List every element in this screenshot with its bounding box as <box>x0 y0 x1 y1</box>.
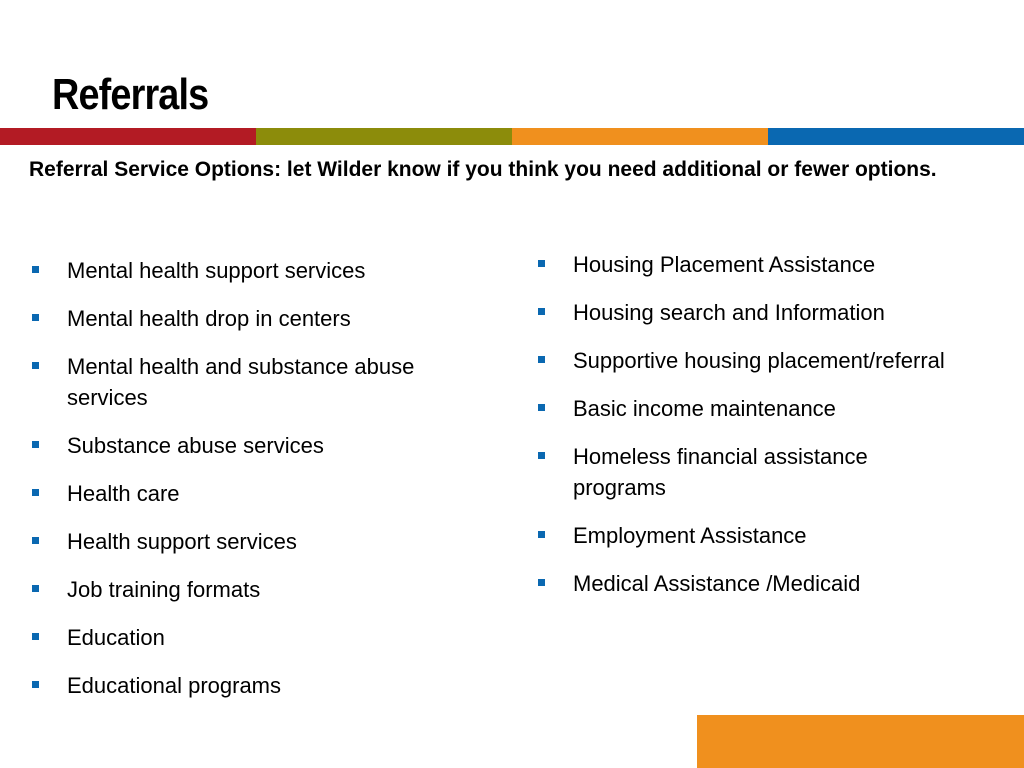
list-item <box>30 351 500 413</box>
list-item <box>30 303 500 334</box>
square-bullet-icon <box>32 489 39 496</box>
divider-segment-blue <box>768 128 1024 145</box>
left-bullet-list <box>30 255 500 718</box>
list-item <box>536 568 966 599</box>
list-item <box>30 574 500 605</box>
square-bullet-icon <box>538 579 545 586</box>
divider-segment-red <box>0 128 256 145</box>
square-bullet-icon <box>32 314 39 321</box>
square-bullet-icon <box>538 531 545 538</box>
list-item <box>30 255 500 286</box>
list-item-text: Job training formats <box>67 577 261 602</box>
list-item-text: Medical Assistance /Medicaid <box>573 571 861 596</box>
list-item-text: Substance abuse services <box>67 433 324 458</box>
list-item <box>536 297 966 328</box>
list-item-text: Homeless financial assistance programs <box>573 444 868 500</box>
list-item <box>30 622 500 653</box>
square-bullet-icon <box>538 308 545 315</box>
list-item-text: Health care <box>67 481 180 506</box>
list-item <box>536 345 966 376</box>
list-item-text: Educational programs <box>67 673 282 698</box>
list-item-text: Supportive housing placement/referral <box>573 348 945 373</box>
color-divider-bar <box>0 128 1024 145</box>
square-bullet-icon <box>32 633 39 640</box>
list-item <box>30 526 500 557</box>
list-item <box>30 478 500 509</box>
list-item-text: Education <box>67 625 165 650</box>
list-item <box>536 520 966 551</box>
list-item-text: Housing search and Information <box>573 300 885 325</box>
corner-accent-block <box>697 715 1024 768</box>
list-item <box>30 430 500 461</box>
list-item-text: Basic income maintenance <box>573 396 836 421</box>
list-item-text: Mental health support services <box>67 258 366 283</box>
square-bullet-icon <box>32 441 39 448</box>
square-bullet-icon <box>32 585 39 592</box>
slide-title: Referrals <box>52 70 209 119</box>
square-bullet-icon <box>32 537 39 544</box>
square-bullet-icon <box>538 404 545 411</box>
slide-subtitle: Referral Service Options: let Wilder know if you think you need additional or fewer options. <box>29 158 937 181</box>
list-item-text: Mental health drop in centers <box>67 306 351 331</box>
list-item <box>536 393 966 424</box>
square-bullet-icon <box>32 362 39 369</box>
list-item-text: Housing Placement Assistance <box>573 252 876 277</box>
list-item <box>30 670 500 701</box>
square-bullet-icon <box>32 266 39 273</box>
list-item <box>536 249 966 280</box>
divider-segment-orange <box>512 128 768 145</box>
list-item-text: Mental health and substance abuse services <box>67 354 415 410</box>
square-bullet-icon <box>538 452 545 459</box>
divider-segment-olive <box>256 128 512 145</box>
square-bullet-icon <box>32 681 39 688</box>
square-bullet-icon <box>538 356 545 363</box>
list-item-text: Employment Assistance <box>573 523 807 548</box>
list-item-text: Health support services <box>67 529 297 554</box>
square-bullet-icon <box>538 260 545 267</box>
right-bullet-list <box>536 249 966 616</box>
list-item <box>536 441 966 503</box>
